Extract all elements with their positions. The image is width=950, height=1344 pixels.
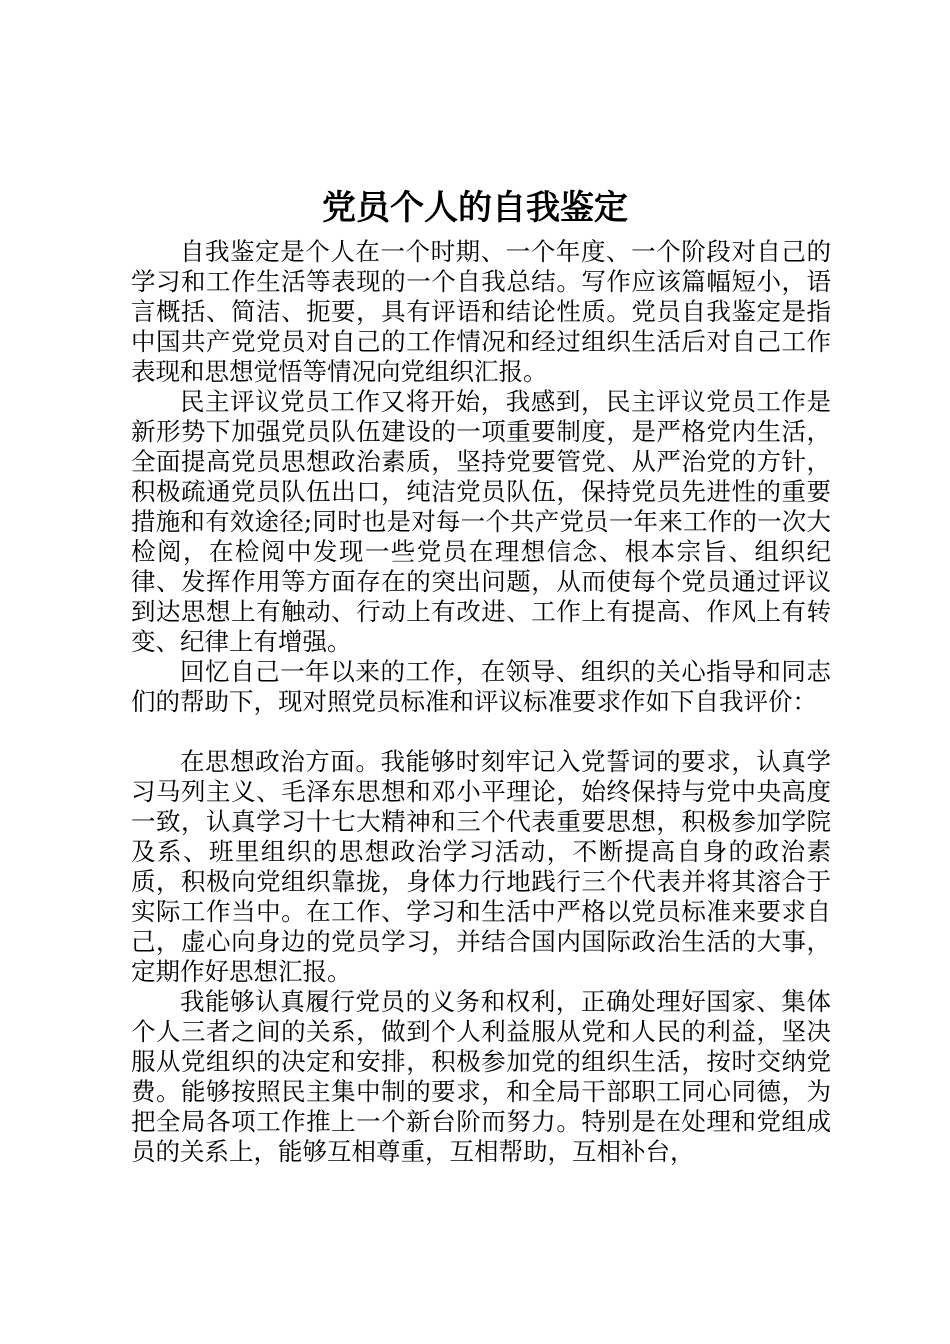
paragraph-duties-rights: 我能够认真履行党员的义务和权利，正确处理好国家、集体个人三者之间的关系，做到个人利益服从党和人民的利益，坚决服从党组织的决定和安排，积极参加党的组织生活，按时交纳党费。能够按照民主集中制的要求，和全局干部职工同心同德，为把全局各项工作推上一个新台阶而努力。特别是在处理和党组成员的关系上，能够互相尊重，互相帮助，互相补台，: [131, 987, 831, 1166]
paragraph-intro: 自我鉴定是个人在一个时期、一个年度、一个阶段对自己的学习和工作生活等表现的一个自我总结。写作应该篇幅短小，语言概括、简洁、扼要，具有评语和结论性质。党员自我鉴定是指中国共产党党员对自己的工作情况和经过组织生活后对自己工作表现和思想觉悟等情况向党组织汇报。: [131, 237, 831, 386]
document-title: 党员个人的自我鉴定: [322, 188, 628, 228]
paragraph-political-thought: 在思想政治方面。我能够时刻牢记入党誓词的要求，认真学习马列主义、毛泽东思想和邓小平理论，始终保持与党中央高度一致，认真学习十七大精神和三个代表重要思想，积极参加学院及系、班里组织的思想政治学习活动，不断提高自身的政治素质，积极向党组织靠拢，身体力行地践行三个代表并将其溶合于实际工作当中。在工作、学习和生活中严格以党员标准来要求自己，虚心向身边的党员学习，并结合国内国际政治生活的大事，定期作好思想汇报。: [131, 747, 831, 986]
paragraph-review-work: 民主评议党员工作又将开始，我感到，民主评议党员工作是新形势下加强党员队伍建设的一项重要制度，是严格党内生活，全面提高党员思想政治素质，坚持党要管党、从严治党的方针，积极疏通党员队伍出口，纯洁党员队伍，保持党员先进性的重要措施和有效途径;同时也是对每一个共产党员一年来工作的一次大检阅，在检阅中发现一些党员在理想信念、根本宗旨、组织纪律、发挥作用等方面存在的突出问题，从而使每个党员通过评议到达思想上有触动、行动上有改进、工作上有提高、作风上有转变、纪律上有增强。: [131, 387, 831, 656]
document-body: [131, 237, 831, 1167]
paragraph-self-evaluation: 回忆自己一年以来的工作，在领导、组织的关心指导和同志们的帮助下，现对照党员标准和评议标准要求作如下自我评价：: [131, 657, 831, 716]
